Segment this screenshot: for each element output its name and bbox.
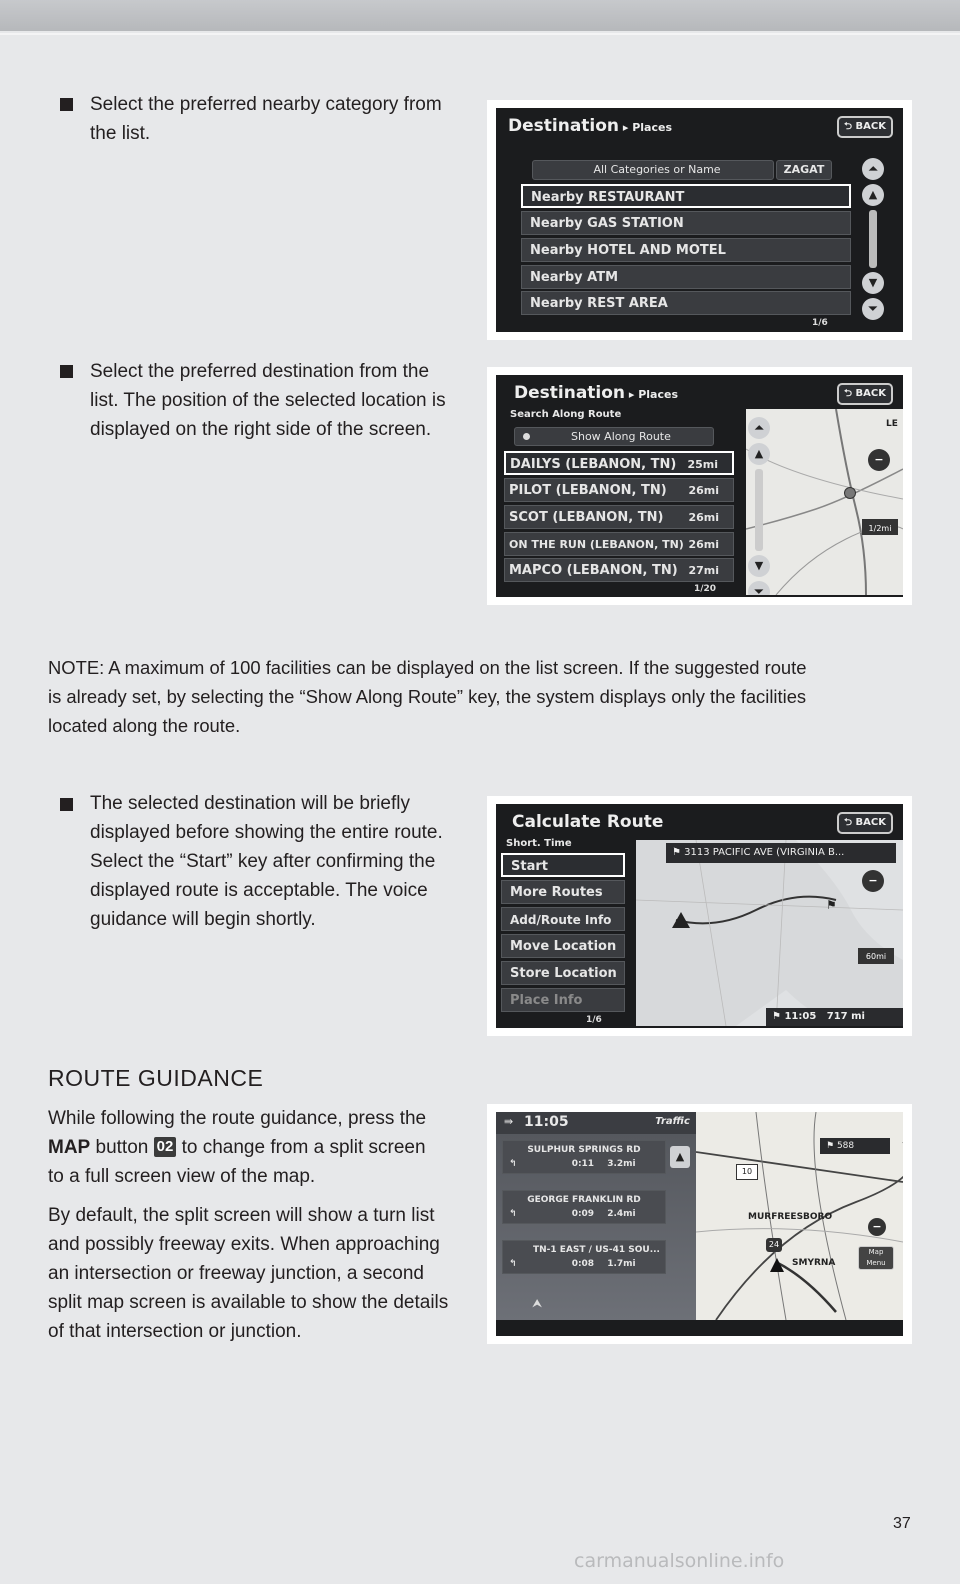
location-pin-icon	[844, 487, 856, 499]
clock-time: 11:05	[524, 1114, 569, 1130]
nav-screen	[496, 1112, 903, 1336]
nav-screen	[496, 108, 903, 332]
route-mode-label: Short. Time	[506, 838, 572, 849]
screen-title: Destination ▸ Places	[514, 383, 679, 403]
more-routes-button[interactable]: More Routes	[501, 880, 625, 904]
back-label: BACK	[855, 388, 886, 399]
zoom-out-icon[interactable]: −	[868, 449, 890, 471]
bullet-icon	[60, 98, 73, 111]
map-city-label: SMYRNA	[792, 1258, 836, 1268]
map-key-label: MAP	[48, 1137, 91, 1158]
vehicle-position-icon	[672, 912, 690, 928]
nav-arrow-icon: ⮝	[532, 1296, 543, 1310]
item-name: DAILYS (LEBANON, TN)	[510, 457, 677, 472]
line: displayed route is acceptable. The voice	[90, 880, 428, 901]
watermark-text: carmanualsonline.info	[574, 1550, 785, 1572]
line: and possibly freeway exits. When approaching	[48, 1234, 440, 1255]
screen-title: Calculate Route	[512, 812, 664, 832]
line: Select the preferred destination from the	[90, 361, 430, 382]
screenshot-places-results	[487, 367, 912, 605]
list-item[interactable]: Nearby HOTEL AND MOTEL	[521, 238, 851, 262]
list-item[interactable]: Nearby ATM	[521, 265, 851, 289]
back-label: BACK	[855, 817, 886, 828]
page-indicator: 1/6	[586, 1015, 602, 1025]
map-view[interactable]	[746, 409, 903, 595]
turn-item[interactable]	[502, 1240, 666, 1274]
scroll-up-icon[interactable]: ▲	[862, 184, 884, 206]
item-distance: 26mi	[688, 511, 719, 524]
list-item[interactable]	[504, 451, 734, 475]
back-button[interactable]: ⮌ BACK	[837, 116, 893, 138]
item-distance: 26mi	[688, 538, 719, 551]
item-name: MAPCO (LEBANON, TN)	[509, 563, 678, 578]
item-name: SCOT (LEBANON, TN)	[509, 510, 664, 525]
line: located along the route.	[48, 715, 241, 736]
turn-item[interactable]	[502, 1190, 666, 1224]
map-view[interactable]	[636, 840, 903, 1026]
top-header-bar	[0, 0, 960, 31]
vehicle-position-icon	[770, 1258, 784, 1272]
turn-dist: 1.7mi	[607, 1259, 636, 1269]
scroll-down-icon[interactable]: ▼	[748, 555, 770, 577]
text: to change from a split screen	[176, 1137, 426, 1158]
screenshot-calculate-route	[487, 796, 912, 1036]
item-distance: 26mi	[688, 484, 719, 497]
list-item[interactable]	[504, 478, 734, 502]
turn-time: 0:08	[571, 1259, 595, 1269]
destination-flag-icon: ⚑	[826, 898, 837, 912]
show-along-route-button[interactable]	[514, 427, 714, 446]
turn-road: GEORGE FRANKLIN RD	[527, 1195, 641, 1205]
screen-title: Destination ▸ Places	[508, 116, 673, 136]
header-divider	[0, 33, 960, 35]
zoom-out-icon[interactable]: −	[862, 870, 884, 892]
item-distance: 27mi	[688, 564, 719, 577]
traffic-label: Traffic	[655, 1116, 690, 1127]
back-label: BACK	[855, 121, 886, 132]
list-item[interactable]	[504, 558, 734, 582]
line: The selected destination will be briefly	[90, 793, 411, 814]
turn-item[interactable]	[502, 1140, 666, 1174]
back-button[interactable]: ⮌ BACK	[837, 812, 893, 834]
page-down-icon[interactable]: ⏷	[862, 298, 884, 320]
item-name: ON THE RUN (LEBANON, TN)	[509, 538, 684, 551]
line: to a full screen view of the map.	[48, 1166, 316, 1187]
address-bar: ⚑ 3113 PACIFIC AVE (VIRGINIA B...	[666, 843, 896, 863]
route-icon: ⇛	[504, 1115, 514, 1128]
list-item[interactable]: Nearby RESTAURANT	[521, 184, 851, 208]
radio-icon	[523, 433, 530, 440]
line: Select the preferred nearby category from	[90, 94, 442, 115]
map-route	[636, 840, 903, 1026]
list-item[interactable]	[504, 505, 734, 529]
page-up-icon[interactable]: ⏶	[862, 158, 884, 180]
scrollbar[interactable]	[869, 210, 877, 268]
map-view[interactable]	[696, 1112, 903, 1320]
section-heading: ROUTE GUIDANCE	[48, 1065, 264, 1091]
section-paragraph-2	[48, 1201, 448, 1346]
page-indicator: 1/20	[694, 584, 717, 594]
zagat-button[interactable]: ZAGAT	[776, 160, 832, 180]
highway-shield-icon: 24	[766, 1238, 782, 1252]
section-paragraph-1	[48, 1104, 426, 1191]
subtitle-text: Places	[632, 121, 673, 134]
line: displayed before showing the entire route.	[90, 822, 443, 843]
line: of that intersection or junction.	[48, 1321, 302, 1342]
show-along-route-label: Show Along Route	[571, 430, 671, 443]
search-along-route-label: Search Along Route	[510, 409, 622, 420]
eta-box: ⚑ 588	[820, 1138, 890, 1154]
text: button	[90, 1137, 154, 1158]
eta-time: 11:05	[784, 1011, 817, 1022]
title-text: Destination	[508, 116, 620, 136]
item-distance: 25mi	[687, 458, 718, 471]
start-button[interactable]: Start	[501, 853, 625, 877]
line: While following the route guidance, press the	[48, 1108, 427, 1129]
bullet-2-text	[90, 357, 446, 444]
bullet-icon	[60, 798, 73, 811]
turn-details: ↰ 0:09 2.4mi	[509, 1209, 636, 1219]
route-summary: ⚑ 11:05 717 mi	[766, 1008, 903, 1026]
route-shield-icon: 10	[736, 1164, 758, 1180]
nav-screen	[496, 375, 903, 597]
turn-time: 0:09	[571, 1209, 595, 1219]
line: is already set, by selecting the “Show Along Route” key, the system displays only the facilities	[48, 686, 807, 707]
bullet-3-text	[90, 789, 443, 934]
title-text: Destination	[514, 383, 626, 403]
scrollbar[interactable]	[755, 469, 763, 551]
screenshot-places-categories	[487, 100, 912, 340]
add-route-info-button[interactable]: Add/Route Info	[501, 907, 625, 931]
list-item[interactable]: Nearby REST AREA	[521, 291, 851, 315]
turn-list	[496, 1134, 696, 1320]
bullet-1-text	[90, 90, 442, 148]
screenshot-route-guidance	[487, 1104, 912, 1344]
nav-screen	[496, 804, 903, 1028]
map-menu-button[interactable]: Map Menu	[858, 1246, 894, 1270]
map-scale: 1/2mi	[862, 519, 898, 535]
turn-road: TN-1 EAST / US-41 SOU...	[533, 1245, 660, 1255]
subtitle-text: Places	[638, 388, 679, 401]
route-distance: 717 mi	[826, 1011, 865, 1022]
turn-dist: 3.2mi	[607, 1159, 636, 1169]
bullet-icon	[60, 365, 73, 378]
back-button[interactable]: ⮌ BACK	[837, 383, 893, 405]
address-text: 3113 PACIFIC AVE (VIRGINIA B...	[684, 847, 845, 858]
line: By default, the split screen will show a turn list	[48, 1205, 435, 1226]
line: list. The position of the selected location is	[90, 390, 446, 411]
line: guidance will begin shortly.	[90, 909, 316, 930]
line: Select the “Start” key after confirming the	[90, 851, 436, 872]
turn-time: 0:11	[571, 1159, 595, 1169]
all-categories-button[interactable]: All Categories or Name	[532, 160, 774, 180]
move-location-button[interactable]: Move Location	[501, 934, 625, 958]
map-scale: 60mi	[858, 948, 894, 964]
place-info-button[interactable]: Place Info	[501, 988, 625, 1012]
store-location-button[interactable]: Store Location	[501, 961, 625, 985]
list-item[interactable]	[504, 532, 734, 556]
button-number-badge: 02	[154, 1137, 177, 1157]
zoom-out-icon[interactable]: −	[868, 1218, 886, 1236]
turn-road: SULPHUR SPRINGS RD	[527, 1145, 641, 1155]
scroll-up-icon[interactable]: ▲	[748, 443, 770, 465]
page-indicator: 1/6	[812, 318, 828, 328]
line: displayed on the right side of the screen.	[90, 419, 432, 440]
scroll-up-icon[interactable]: ▲	[670, 1146, 690, 1168]
line: the list.	[90, 123, 151, 144]
page-number: 37	[893, 1515, 911, 1532]
turn-dist: 2.4mi	[607, 1209, 636, 1219]
line: an intersection or freeway junction, a second	[48, 1263, 424, 1284]
item-name: PILOT (LEBANON, TN)	[509, 483, 667, 498]
line: NOTE: A maximum of 100 facilities can be displayed on the list screen. If the suggested route	[48, 657, 807, 678]
map-city-label: MURFREESBORO	[748, 1212, 833, 1222]
scroll-down-icon[interactable]: ▼	[862, 272, 884, 294]
note-text	[48, 653, 807, 740]
eta-value: 588	[836, 1141, 855, 1151]
turn-details: ↰ 0:08 1.7mi	[509, 1259, 636, 1269]
zoom-in-icon[interactable]: ⏶	[748, 417, 770, 439]
map-label: LE	[886, 419, 898, 429]
guidance-header	[496, 1112, 696, 1134]
list-item[interactable]: Nearby GAS STATION	[521, 211, 851, 235]
line: split map screen is available to show the details	[48, 1292, 449, 1313]
turn-details: ↰ 0:11 3.2mi	[509, 1159, 636, 1169]
page-down-icon[interactable]: ⏷	[748, 581, 770, 595]
